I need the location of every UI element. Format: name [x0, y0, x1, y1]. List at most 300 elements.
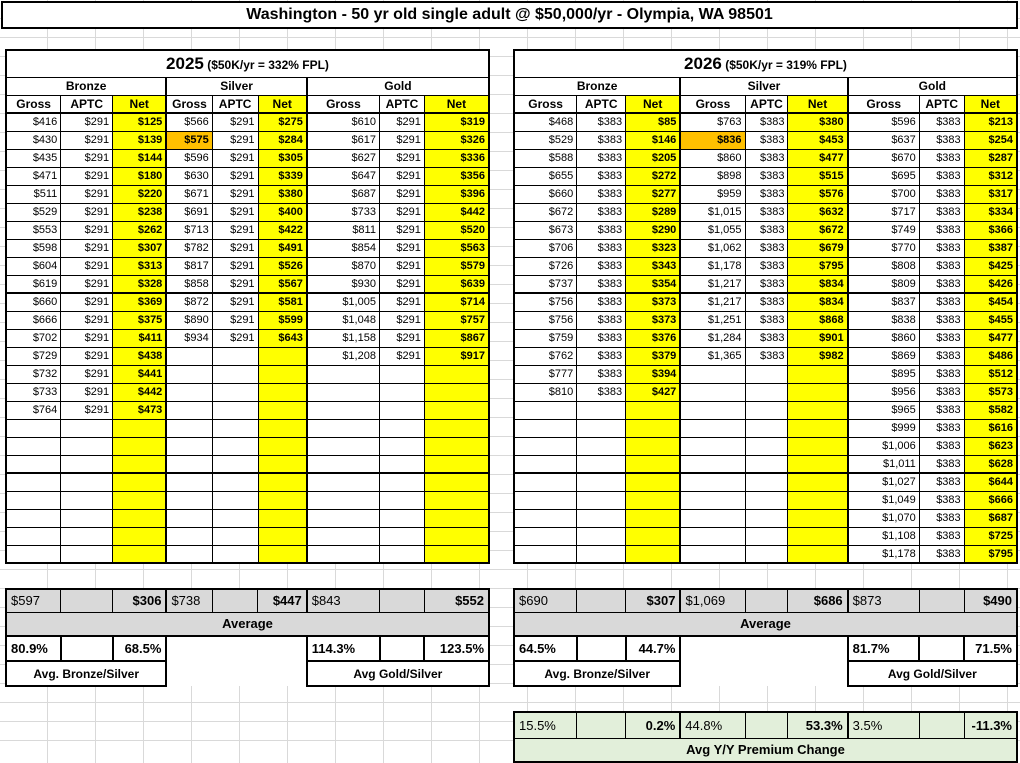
cell-2025-silver-gross-r1[interactable]: $566: [166, 113, 212, 131]
cell-2025-bronze-gross-r2[interactable]: $430: [6, 131, 61, 149]
cell-2025-silver-gross-r20[interactable]: [166, 455, 212, 473]
cell-2025-bronze-aptc-r20[interactable]: [61, 455, 113, 473]
cell-2025-bronze-gross-r12[interactable]: $666: [6, 311, 61, 329]
cell-2026-gold-gross-r1[interactable]: $596: [848, 113, 920, 131]
cell-2025-bronze-aptc-r24[interactable]: [61, 527, 113, 545]
cell-2025-bronze-gross-r16[interactable]: $733: [6, 383, 61, 401]
cell-2026-bronze-gross-r11[interactable]: $756: [514, 293, 577, 311]
cell-2026-silver-aptc-r22[interactable]: [745, 491, 788, 509]
cell-2026-bronze-gross-r6[interactable]: $672: [514, 203, 577, 221]
cell-2025-bronze-aptc-r9[interactable]: $291: [61, 257, 113, 275]
cell-2025-bronze-aptc-r12[interactable]: $291: [61, 311, 113, 329]
col-header-bronze-gross[interactable]: Gross: [6, 95, 61, 113]
avg-cell-2026-2[interactable]: [577, 589, 626, 612]
col-header-silver-aptc[interactable]: APTC: [745, 95, 788, 113]
cell-2026-bronze-net-r20[interactable]: [626, 455, 681, 473]
cell-2026-silver-aptc-r7[interactable]: $383: [745, 221, 788, 239]
cell-2025-bronze-aptc-r23[interactable]: [61, 509, 113, 527]
cell-2025-silver-net-r3[interactable]: $305: [258, 149, 307, 167]
cell-2025-silver-net-r6[interactable]: $400: [258, 203, 307, 221]
cell-2026-bronze-gross-r3[interactable]: $588: [514, 149, 577, 167]
cell-2025-gold-net-r8[interactable]: $563: [424, 239, 489, 257]
cell-2026-silver-gross-r11[interactable]: $1,217: [680, 293, 745, 311]
cell-2026-silver-aptc-r2[interactable]: $383: [745, 131, 788, 149]
cell-2025-gold-net-r14[interactable]: $917: [424, 347, 489, 365]
cell-2026-gold-gross-r4[interactable]: $695: [848, 167, 920, 185]
cell-2026-silver-net-r25[interactable]: [788, 545, 848, 563]
cell-2026-silver-aptc-r21[interactable]: [745, 473, 788, 491]
cell-2025-gold-aptc-r10[interactable]: $291: [379, 275, 424, 293]
cell-2025-silver-gross-r22[interactable]: [166, 491, 212, 509]
cell-2025-bronze-net-r10[interactable]: $328: [113, 275, 167, 293]
cell-2025-silver-aptc-r8[interactable]: $291: [212, 239, 258, 257]
cell-2025-silver-net-r11[interactable]: $581: [258, 293, 307, 311]
cell-2025-bronze-gross-r17[interactable]: $764: [6, 401, 61, 419]
cell-2025-bronze-net-r7[interactable]: $262: [113, 221, 167, 239]
cell-2025-bronze-gross-r19[interactable]: [6, 437, 61, 455]
cell-2026-silver-net-r11[interactable]: $834: [788, 293, 848, 311]
cell-2025-gold-aptc-r25[interactable]: [379, 545, 424, 563]
cell-2026-silver-net-r12[interactable]: $868: [788, 311, 848, 329]
cell-2026-bronze-aptc-r6[interactable]: $383: [577, 203, 626, 221]
cell-2025-gold-aptc-r15[interactable]: [379, 365, 424, 383]
cell-2025-silver-net-r17[interactable]: [258, 401, 307, 419]
cell-2025-silver-net-r21[interactable]: [258, 473, 307, 491]
cell-2026-bronze-gross-r16[interactable]: $810: [514, 383, 577, 401]
cell-2026-bronze-net-r8[interactable]: $323: [626, 239, 681, 257]
cell-2026-gold-net-r4[interactable]: $312: [964, 167, 1017, 185]
cell-2026-bronze-net-r2[interactable]: $146: [626, 131, 681, 149]
cell-2026-bronze-aptc-r9[interactable]: $383: [577, 257, 626, 275]
cell-2026-gold-aptc-r21[interactable]: $383: [919, 473, 964, 491]
cell-2026-gold-aptc-r8[interactable]: $383: [919, 239, 964, 257]
cell-2025-gold-aptc-r4[interactable]: $291: [379, 167, 424, 185]
cell-2025-bronze-gross-r18[interactable]: [6, 419, 61, 437]
cell-2025-silver-aptc-r22[interactable]: [212, 491, 258, 509]
cell-2025-bronze-aptc-r22[interactable]: [61, 491, 113, 509]
cell-2025-bronze-net-r17[interactable]: $473: [113, 401, 167, 419]
cell-2026-silver-gross-r9[interactable]: $1,178: [680, 257, 745, 275]
cell-2025-bronze-gross-r8[interactable]: $598: [6, 239, 61, 257]
cell-2025-silver-gross-r19[interactable]: [166, 437, 212, 455]
cell-2026-bronze-net-r4[interactable]: $272: [626, 167, 681, 185]
cell-2025-silver-net-r18[interactable]: [258, 419, 307, 437]
metal-header-silver[interactable]: Silver: [680, 77, 847, 95]
cell-2026-gold-aptc-r20[interactable]: $383: [919, 455, 964, 473]
cell-2026-silver-gross-r18[interactable]: [680, 419, 745, 437]
cell-2026-bronze-net-r6[interactable]: $289: [626, 203, 681, 221]
cell-2025-silver-aptc-r23[interactable]: [212, 509, 258, 527]
avg-cell-2025-4[interactable]: $738: [166, 589, 212, 612]
cell-2025-silver-net-r16[interactable]: [258, 383, 307, 401]
cell-2026-silver-net-r17[interactable]: [788, 401, 848, 419]
cell-2026-gold-gross-r2[interactable]: $637: [848, 131, 920, 149]
cell-2026-silver-aptc-r6[interactable]: $383: [745, 203, 788, 221]
avg-cell-2025-1[interactable]: $597: [6, 589, 61, 612]
cell-2025-bronze-aptc-r8[interactable]: $291: [61, 239, 113, 257]
col-header-gold-aptc[interactable]: APTC: [919, 95, 964, 113]
cell-2025-gold-aptc-r22[interactable]: [379, 491, 424, 509]
cell-2026-bronze-net-r3[interactable]: $205: [626, 149, 681, 167]
cell-2026-bronze-net-r9[interactable]: $343: [626, 257, 681, 275]
cell-2025-gold-gross-r22[interactable]: [307, 491, 380, 509]
cell-2026-bronze-aptc-r16[interactable]: $383: [577, 383, 626, 401]
cell-2025-gold-net-r11[interactable]: $714: [424, 293, 489, 311]
cell-2026-bronze-gross-r19[interactable]: [514, 437, 577, 455]
cell-2026-bronze-aptc-r15[interactable]: $383: [577, 365, 626, 383]
cell-2025-silver-net-r24[interactable]: [258, 527, 307, 545]
cell-2026-silver-gross-r22[interactable]: [680, 491, 745, 509]
cell-2025-gold-aptc-r3[interactable]: $291: [379, 149, 424, 167]
cell-2026-silver-net-r24[interactable]: [788, 527, 848, 545]
cell-2026-gold-aptc-r2[interactable]: $383: [919, 131, 964, 149]
ratio-gold-silver-2026[interactable]: [919, 636, 964, 661]
col-header-gold-gross[interactable]: Gross: [848, 95, 920, 113]
cell-2026-silver-aptc-r20[interactable]: [745, 455, 788, 473]
cell-2025-silver-gross-r24[interactable]: [166, 527, 212, 545]
cell-2026-bronze-aptc-r13[interactable]: $383: [577, 329, 626, 347]
col-header-bronze-net[interactable]: Net: [113, 95, 167, 113]
cell-2025-gold-aptc-r6[interactable]: $291: [379, 203, 424, 221]
col-header-bronze-aptc[interactable]: APTC: [577, 95, 626, 113]
cell-2026-bronze-net-r12[interactable]: $373: [626, 311, 681, 329]
cell-2026-bronze-gross-r15[interactable]: $777: [514, 365, 577, 383]
cell-2026-silver-aptc-r13[interactable]: $383: [745, 329, 788, 347]
cell-2026-silver-net-r6[interactable]: $632: [788, 203, 848, 221]
cell-2025-gold-aptc-r11[interactable]: $291: [379, 293, 424, 311]
yoy-label[interactable]: Avg Y/Y Premium Change: [514, 738, 1017, 762]
cell-2026-gold-gross-r9[interactable]: $808: [848, 257, 920, 275]
cell-2026-bronze-gross-r24[interactable]: [514, 527, 577, 545]
cell-2026-gold-net-r3[interactable]: $287: [964, 149, 1017, 167]
cell-2025-gold-aptc-r19[interactable]: [379, 437, 424, 455]
cell-2026-silver-net-r21[interactable]: [788, 473, 848, 491]
cell-2026-bronze-gross-r8[interactable]: $706: [514, 239, 577, 257]
col-header-gold-net[interactable]: Net: [424, 95, 489, 113]
cell-2026-silver-net-r7[interactable]: $672: [788, 221, 848, 239]
cell-2025-gold-gross-r17[interactable]: [307, 401, 380, 419]
cell-2026-silver-net-r15[interactable]: [788, 365, 848, 383]
cell-2026-gold-gross-r15[interactable]: $895: [848, 365, 920, 383]
avg-cell-2026-8[interactable]: [919, 589, 964, 612]
cell-2026-silver-aptc-r24[interactable]: [745, 527, 788, 545]
cell-2026-gold-gross-r18[interactable]: $999: [848, 419, 920, 437]
cell-2025-silver-gross-r12[interactable]: $890: [166, 311, 212, 329]
cell-2026-silver-aptc-r19[interactable]: [745, 437, 788, 455]
cell-2025-gold-aptc-r17[interactable]: [379, 401, 424, 419]
cell-2025-silver-aptc-r12[interactable]: $291: [212, 311, 258, 329]
cell-2025-bronze-gross-r4[interactable]: $471: [6, 167, 61, 185]
cell-2026-gold-net-r13[interactable]: $477: [964, 329, 1017, 347]
cell-2025-gold-aptc-r7[interactable]: $291: [379, 221, 424, 239]
cell-2026-gold-net-r23[interactable]: $687: [964, 509, 1017, 527]
cell-2026-gold-aptc-r15[interactable]: $383: [919, 365, 964, 383]
cell-2025-silver-net-r10[interactable]: $567: [258, 275, 307, 293]
cell-2025-gold-gross-r3[interactable]: $627: [307, 149, 380, 167]
cell-2026-bronze-net-r5[interactable]: $277: [626, 185, 681, 203]
cell-2025-gold-net-r7[interactable]: $520: [424, 221, 489, 239]
cell-2025-silver-net-r22[interactable]: [258, 491, 307, 509]
cell-2026-gold-net-r15[interactable]: $512: [964, 365, 1017, 383]
cell-2026-gold-aptc-r10[interactable]: $383: [919, 275, 964, 293]
cell-2025-bronze-aptc-r2[interactable]: $291: [61, 131, 113, 149]
cell-2025-gold-net-r6[interactable]: $442: [424, 203, 489, 221]
cell-2026-bronze-aptc-r2[interactable]: $383: [577, 131, 626, 149]
cell-2026-bronze-aptc-r4[interactable]: $383: [577, 167, 626, 185]
ratio-gold-silver-2026[interactable]: 81.7%: [848, 636, 920, 661]
cell-2025-gold-net-r18[interactable]: [424, 419, 489, 437]
cell-2025-gold-gross-r12[interactable]: $1,048: [307, 311, 380, 329]
cell-2025-gold-gross-r13[interactable]: $1,158: [307, 329, 380, 347]
cell-2026-silver-aptc-r8[interactable]: $383: [745, 239, 788, 257]
cell-2026-bronze-aptc-r23[interactable]: [577, 509, 626, 527]
cell-2025-gold-net-r1[interactable]: $319: [424, 113, 489, 131]
cell-2026-silver-gross-r25[interactable]: [680, 545, 745, 563]
cell-2026-gold-aptc-r6[interactable]: $383: [919, 203, 964, 221]
cell-2025-silver-gross-r9[interactable]: $817: [166, 257, 212, 275]
cell-2025-gold-net-r20[interactable]: [424, 455, 489, 473]
cell-2026-gold-gross-r22[interactable]: $1,049: [848, 491, 920, 509]
cell-2025-bronze-aptc-r11[interactable]: $291: [61, 293, 113, 311]
cell-2026-silver-gross-r1[interactable]: $763: [680, 113, 745, 131]
avg-cell-2025-8[interactable]: [380, 589, 425, 612]
cell-2026-silver-aptc-r16[interactable]: [745, 383, 788, 401]
cell-2026-bronze-aptc-r8[interactable]: $383: [577, 239, 626, 257]
cell-2026-silver-aptc-r11[interactable]: $383: [745, 293, 788, 311]
cell-2026-gold-net-r9[interactable]: $425: [964, 257, 1017, 275]
cell-2026-bronze-gross-r22[interactable]: [514, 491, 577, 509]
cell-2025-bronze-net-r6[interactable]: $238: [113, 203, 167, 221]
yoy-cell-6[interactable]: 53.3%: [788, 712, 848, 738]
cell-2025-gold-gross-r16[interactable]: [307, 383, 380, 401]
cell-2026-gold-aptc-r12[interactable]: $383: [919, 311, 964, 329]
cell-2025-gold-net-r9[interactable]: $579: [424, 257, 489, 275]
cell-2025-gold-net-r10[interactable]: $639: [424, 275, 489, 293]
cell-2026-gold-aptc-r3[interactable]: $383: [919, 149, 964, 167]
cell-2026-gold-net-r12[interactable]: $455: [964, 311, 1017, 329]
cell-2025-silver-aptc-r13[interactable]: $291: [212, 329, 258, 347]
cell-2026-silver-net-r20[interactable]: [788, 455, 848, 473]
cell-2025-bronze-aptc-r1[interactable]: $291: [61, 113, 113, 131]
cell-2026-bronze-aptc-r7[interactable]: $383: [577, 221, 626, 239]
cell-2025-bronze-aptc-r6[interactable]: $291: [61, 203, 113, 221]
cell-2025-silver-net-r5[interactable]: $380: [258, 185, 307, 203]
cell-2025-silver-gross-r17[interactable]: [166, 401, 212, 419]
cell-2026-bronze-aptc-r5[interactable]: $383: [577, 185, 626, 203]
cell-2026-silver-net-r10[interactable]: $834: [788, 275, 848, 293]
cell-2025-bronze-gross-r11[interactable]: $660: [6, 293, 61, 311]
cell-2026-bronze-net-r18[interactable]: [626, 419, 681, 437]
cell-2026-silver-aptc-r9[interactable]: $383: [745, 257, 788, 275]
cell-2026-bronze-gross-r4[interactable]: $655: [514, 167, 577, 185]
cell-2025-silver-gross-r7[interactable]: $713: [166, 221, 212, 239]
cell-2026-bronze-aptc-r21[interactable]: [577, 473, 626, 491]
cell-2025-bronze-gross-r15[interactable]: $732: [6, 365, 61, 383]
cell-2025-gold-aptc-r16[interactable]: [379, 383, 424, 401]
cell-2025-silver-net-r4[interactable]: $339: [258, 167, 307, 185]
cell-2026-gold-aptc-r9[interactable]: $383: [919, 257, 964, 275]
ratio-gold-silver-2025[interactable]: 123.5%: [424, 636, 489, 661]
col-header-silver-net[interactable]: Net: [258, 95, 307, 113]
cell-2025-silver-net-r9[interactable]: $526: [258, 257, 307, 275]
cell-2025-gold-gross-r23[interactable]: [307, 509, 380, 527]
cell-2026-silver-net-r1[interactable]: $380: [788, 113, 848, 131]
cell-2026-silver-gross-r20[interactable]: [680, 455, 745, 473]
cell-2026-gold-gross-r8[interactable]: $770: [848, 239, 920, 257]
cell-2026-gold-net-r7[interactable]: $366: [964, 221, 1017, 239]
cell-2025-bronze-aptc-r3[interactable]: $291: [61, 149, 113, 167]
cell-2026-gold-gross-r19[interactable]: $1,006: [848, 437, 920, 455]
col-header-silver-gross[interactable]: Gross: [166, 95, 212, 113]
cell-2026-gold-net-r14[interactable]: $486: [964, 347, 1017, 365]
cell-2026-bronze-net-r21[interactable]: [626, 473, 681, 491]
cell-2026-gold-gross-r14[interactable]: $869: [848, 347, 920, 365]
cell-2026-gold-net-r24[interactable]: $725: [964, 527, 1017, 545]
cell-2026-gold-net-r2[interactable]: $254: [964, 131, 1017, 149]
year-header-2025[interactable]: [6, 50, 489, 77]
cell-2025-silver-net-r15[interactable]: [258, 365, 307, 383]
cell-2026-silver-aptc-r15[interactable]: [745, 365, 788, 383]
cell-2026-gold-gross-r16[interactable]: $956: [848, 383, 920, 401]
cell-2026-gold-gross-r6[interactable]: $717: [848, 203, 920, 221]
cell-2025-silver-aptc-r16[interactable]: [212, 383, 258, 401]
col-header-bronze-gross[interactable]: Gross: [514, 95, 577, 113]
cell-2026-gold-aptc-r23[interactable]: $383: [919, 509, 964, 527]
cell-2025-silver-gross-r11[interactable]: $872: [166, 293, 212, 311]
cell-2026-silver-net-r13[interactable]: $901: [788, 329, 848, 347]
avg-cell-2026-7[interactable]: $873: [848, 589, 920, 612]
cell-2026-bronze-net-r7[interactable]: $290: [626, 221, 681, 239]
cell-2025-bronze-gross-r1[interactable]: $416: [6, 113, 61, 131]
cell-2025-gold-net-r21[interactable]: [424, 473, 489, 491]
cell-2025-silver-net-r19[interactable]: [258, 437, 307, 455]
cell-2025-silver-gross-r5[interactable]: $671: [166, 185, 212, 203]
cell-2025-silver-aptc-r19[interactable]: [212, 437, 258, 455]
cell-2025-gold-aptc-r13[interactable]: $291: [379, 329, 424, 347]
cell-2025-bronze-gross-r9[interactable]: $604: [6, 257, 61, 275]
cell-2025-silver-gross-r4[interactable]: $630: [166, 167, 212, 185]
cell-2025-gold-net-r15[interactable]: [424, 365, 489, 383]
cell-2026-silver-gross-r3[interactable]: $860: [680, 149, 745, 167]
cell-2025-bronze-gross-r21[interactable]: [6, 473, 61, 491]
cell-2026-gold-net-r19[interactable]: $623: [964, 437, 1017, 455]
cell-2026-silver-gross-r8[interactable]: $1,062: [680, 239, 745, 257]
cell-2026-gold-aptc-r19[interactable]: $383: [919, 437, 964, 455]
cell-2025-silver-aptc-r20[interactable]: [212, 455, 258, 473]
cell-2025-silver-aptc-r9[interactable]: $291: [212, 257, 258, 275]
cell-2025-bronze-gross-r7[interactable]: $553: [6, 221, 61, 239]
cell-2025-silver-aptc-r5[interactable]: $291: [212, 185, 258, 203]
cell-2026-gold-net-r17[interactable]: $582: [964, 401, 1017, 419]
cell-2026-bronze-gross-r25[interactable]: [514, 545, 577, 563]
cell-2025-gold-net-r23[interactable]: [424, 509, 489, 527]
avg-cell-2026-5[interactable]: [745, 589, 788, 612]
cell-2025-silver-gross-r3[interactable]: $596: [166, 149, 212, 167]
cell-2025-silver-aptc-r17[interactable]: [212, 401, 258, 419]
cell-2025-gold-gross-r21[interactable]: [307, 473, 380, 491]
cell-2025-silver-gross-r21[interactable]: [166, 473, 212, 491]
cell-2026-gold-gross-r11[interactable]: $837: [848, 293, 920, 311]
cell-2025-bronze-gross-r24[interactable]: [6, 527, 61, 545]
cell-2025-gold-net-r24[interactable]: [424, 527, 489, 545]
cell-2026-silver-net-r18[interactable]: [788, 419, 848, 437]
cell-2026-bronze-net-r1[interactable]: $85: [626, 113, 681, 131]
cell-2026-silver-gross-r5[interactable]: $959: [680, 185, 745, 203]
cell-2025-bronze-net-r19[interactable]: [113, 437, 167, 455]
cell-2026-bronze-net-r14[interactable]: $379: [626, 347, 681, 365]
yoy-cell-2[interactable]: [577, 712, 626, 738]
cell-2026-gold-aptc-r25[interactable]: $383: [919, 545, 964, 563]
cell-2025-bronze-gross-r10[interactable]: $619: [6, 275, 61, 293]
cell-2025-bronze-aptc-r7[interactable]: $291: [61, 221, 113, 239]
cell-2025-bronze-aptc-r14[interactable]: $291: [61, 347, 113, 365]
cell-2025-gold-gross-r6[interactable]: $733: [307, 203, 380, 221]
cell-2025-bronze-aptc-r10[interactable]: $291: [61, 275, 113, 293]
cell-2025-silver-aptc-r1[interactable]: $291: [212, 113, 258, 131]
avg-cell-2026-9[interactable]: $490: [964, 589, 1017, 612]
cell-2026-bronze-net-r23[interactable]: [626, 509, 681, 527]
cell-2025-silver-aptc-r2[interactable]: $291: [212, 131, 258, 149]
avg-cell-2026-1[interactable]: $690: [514, 589, 577, 612]
cell-2025-gold-gross-r1[interactable]: $610: [307, 113, 380, 131]
cell-2026-gold-gross-r5[interactable]: $700: [848, 185, 920, 203]
cell-2025-bronze-gross-r23[interactable]: [6, 509, 61, 527]
cell-2025-gold-net-r4[interactable]: $356: [424, 167, 489, 185]
cell-2025-gold-gross-r10[interactable]: $930: [307, 275, 380, 293]
cell-2025-silver-net-r7[interactable]: $422: [258, 221, 307, 239]
cell-2026-bronze-gross-r10[interactable]: $737: [514, 275, 577, 293]
cell-2025-gold-net-r13[interactable]: $867: [424, 329, 489, 347]
avg-cell-2025-7[interactable]: $843: [307, 589, 380, 612]
cell-2026-gold-aptc-r4[interactable]: $383: [919, 167, 964, 185]
cell-2026-gold-gross-r3[interactable]: $670: [848, 149, 920, 167]
cell-2025-gold-gross-r15[interactable]: [307, 365, 380, 383]
cell-2026-bronze-net-r22[interactable]: [626, 491, 681, 509]
cell-2026-gold-aptc-r18[interactable]: $383: [919, 419, 964, 437]
cell-2025-bronze-aptc-r5[interactable]: $291: [61, 185, 113, 203]
cell-2025-silver-gross-r6[interactable]: $691: [166, 203, 212, 221]
cell-2026-silver-gross-r15[interactable]: [680, 365, 745, 383]
cell-2025-gold-gross-r9[interactable]: $870: [307, 257, 380, 275]
cell-2026-bronze-aptc-r24[interactable]: [577, 527, 626, 545]
cell-2026-silver-gross-r10[interactable]: $1,217: [680, 275, 745, 293]
cell-2025-bronze-net-r21[interactable]: [113, 473, 167, 491]
cell-2026-silver-aptc-r18[interactable]: [745, 419, 788, 437]
ratio-bronze-silver-label-2026[interactable]: Avg. Bronze/Silver: [514, 661, 680, 686]
cell-2025-silver-aptc-r6[interactable]: $291: [212, 203, 258, 221]
cell-2026-gold-gross-r21[interactable]: $1,027: [848, 473, 920, 491]
cell-2026-bronze-aptc-r22[interactable]: [577, 491, 626, 509]
cell-2025-gold-net-r5[interactable]: $396: [424, 185, 489, 203]
cell-2025-gold-gross-r25[interactable]: [307, 545, 380, 563]
cell-2026-bronze-net-r11[interactable]: $373: [626, 293, 681, 311]
cell-2026-silver-gross-r6[interactable]: $1,015: [680, 203, 745, 221]
cell-2025-bronze-aptc-r4[interactable]: $291: [61, 167, 113, 185]
cell-2025-bronze-net-r24[interactable]: [113, 527, 167, 545]
cell-2025-bronze-gross-r20[interactable]: [6, 455, 61, 473]
cell-2025-silver-aptc-r18[interactable]: [212, 419, 258, 437]
cell-2025-bronze-net-r14[interactable]: $438: [113, 347, 167, 365]
cell-2025-bronze-gross-r5[interactable]: $511: [6, 185, 61, 203]
cell-2025-gold-aptc-r2[interactable]: $291: [379, 131, 424, 149]
cell-2025-gold-gross-r8[interactable]: $854: [307, 239, 380, 257]
cell-2026-gold-net-r1[interactable]: $213: [964, 113, 1017, 131]
cell-2026-bronze-aptc-r10[interactable]: $383: [577, 275, 626, 293]
avg-cell-2025-3[interactable]: $306: [113, 589, 167, 612]
cell-2026-bronze-net-r15[interactable]: $394: [626, 365, 681, 383]
cell-2025-gold-gross-r5[interactable]: $687: [307, 185, 380, 203]
cell-2025-gold-net-r17[interactable]: [424, 401, 489, 419]
